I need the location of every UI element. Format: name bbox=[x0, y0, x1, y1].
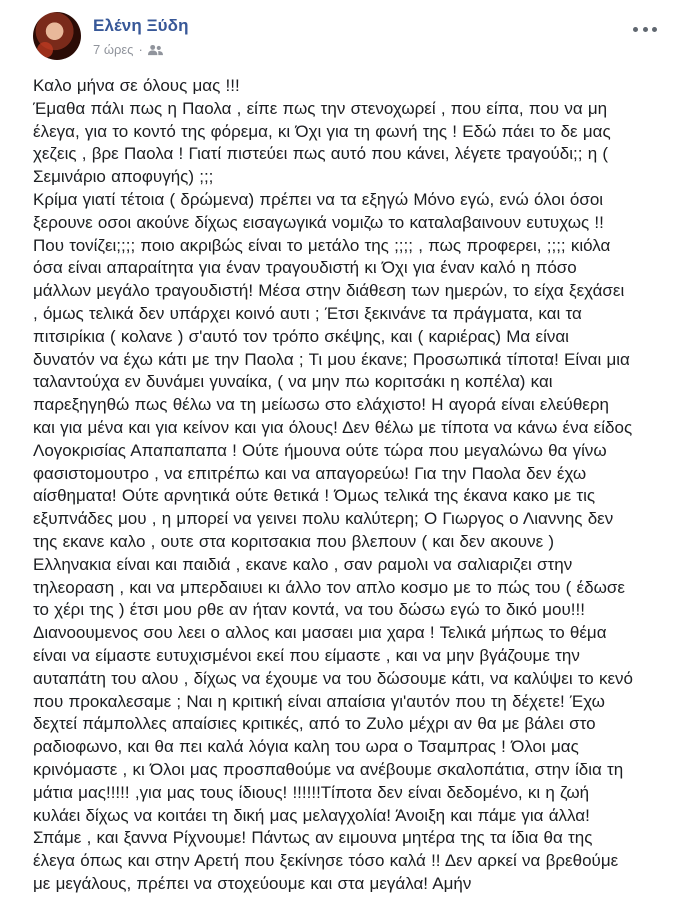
post-meta bbox=[93, 42, 163, 57]
post-body bbox=[33, 75, 663, 896]
post-text-line: φασιστομουτρο , να επιτρέπω και να απαγορεύω! Για την Παολα δεν έχω bbox=[33, 463, 587, 483]
post-text-line: είναι να είμαστε ευτυχισμένοι εκεί που είμαστε , και να μην βγάζουμε την bbox=[33, 645, 580, 665]
post-timestamp[interactable]: 7 ώρες bbox=[93, 42, 134, 57]
post-text-line: που προκαλεσαμε ; Ναι η κριτική είναι απαίσια γι'αυτόν που τη δέχετε! Έχω bbox=[33, 691, 605, 711]
post-text-line: πιτσιρίκια ( κολανε ) σ'αυτό τον τρόπο σκέψης, και ( καριέρας) Μα είναι bbox=[33, 326, 569, 346]
post-text-line: Που τονίζει;;;; ποιο ακριβώς είναι το μετάλο της ;;;; , πως προφερει, ;;;; κιόλα bbox=[33, 235, 611, 255]
post-text-line: αυταπάτη του αλου , δίχως να έχουμε να του δώσουμε κάτι, να καλύψει το κενό bbox=[33, 668, 633, 688]
post-text-line: της εκανε καλο , ουτε στα κοριτσακια που βλεπουν ( και δεν ακουνε ) bbox=[33, 531, 555, 551]
post-text-line: έλεγα, για το κοντό της φόρεμα, κι Όχι για τη φωνή της ! Εδώ πάει το δε μας bbox=[33, 121, 611, 141]
post-text-line: ταλαντούχα εν δυνάμει γυναίκα, ( να μην πω κοριτσάκι η κοπέλα) και bbox=[33, 372, 553, 392]
post-text-line: Καλο μήνα σε όλους μας !!! bbox=[33, 76, 240, 95]
post-text-line: αίσθηματα! Ούτε αρνητικά ούτε θετικά ! Όμως τελικά της έκανα κακο με τις bbox=[33, 486, 596, 506]
more-options-icon[interactable] bbox=[633, 24, 657, 34]
post-text-line: εξυπνάδες μου , η μπορεί να γεινει πολυ καλύτερη; Ο Γιωργος ο Λιαννης δεν bbox=[33, 509, 614, 529]
post-text-line: παρεξηγηθώ πως θέλω να τη μείωσω στο ελάχιστο! Η αγορά είναι ελεύθερη bbox=[33, 395, 610, 415]
post-text-line: όσα είναι απαραίτητα για έναν τραγουδιστή κι Όχι για έναν καλό η πόσο bbox=[33, 258, 577, 278]
post-text-line: ξερουνε οσοι ακούνε δίχως εισαγωγικά νομιζω το καταλαβαινουν ευτυχως !! bbox=[33, 212, 604, 232]
post-text-line: δυνατόν να έχω κάτι με την Παολα ; Τι μου έκανε; Προσωπικά τίποτα! Είναι μια bbox=[33, 349, 630, 369]
friends-icon[interactable] bbox=[148, 44, 163, 56]
post-text-line: ραδιοφωνο, και θα πει καλά λόγια καλη του ωρα ο Τσαμπρας ! Όλοι μας bbox=[33, 737, 579, 757]
post-text-line: κυλάει δίχως να κοιτάει τη δική μας μελαγχολία! Άνοιξη και πάμε για άλλα! bbox=[33, 805, 590, 825]
post-text-line: τηλεοραση , και να μπερδαιυει κι άλλο τον απλο κοσμο με το πώς του ( έδωσε bbox=[33, 577, 625, 597]
author-name[interactable]: Ελένη Ξύδη bbox=[93, 16, 189, 35]
post-text-line: Σεμινάριο αποφυγής) ;;; bbox=[33, 167, 214, 187]
post-text-line: , όμως τελικά δεν υπάρχει κοινό αυτι ; Έτσι ξεκινάνε τα πράγματα, και τα bbox=[33, 303, 582, 323]
post-text-line: κρινόμαστε , κι Όλοι μας προσπαθούμε να ανέβουμε σκαλοπάτια, στην ίδια τη bbox=[33, 759, 624, 779]
meta-separator: · bbox=[138, 42, 143, 57]
post-text-line: Λογοκρισίας Απαπαπαπα ! Ούτε ήμουνα ούτε τώρα που μεγαλώνω θα γίνω bbox=[33, 440, 607, 460]
author-avatar[interactable] bbox=[33, 12, 81, 60]
post-text-line: Κρίμα γιατί τέτοια ( δρώμενα) πρέπει να τα εξηγώ Μόνο εγώ, ενώ όλοι όσοι bbox=[33, 189, 604, 209]
post-text-line: χεζεις , βρε Παολα ! Γιατί πιστεύει πως αυτό που κάνει, λέγετε τραγούδι;; η ( bbox=[33, 144, 609, 164]
post-text-line: με μεγάλους, πρέπει να στοχεύουμε και στα μεγάλα! Αμήν bbox=[33, 873, 472, 893]
post-text-line: μάτια μας!!!!! ,για μας τους ίδιους! !!!!!!Τίποτα δεν είναι δεδομένο, κι η ζωή bbox=[33, 782, 590, 802]
post-text-line: μάλλων μεγάλο τραγουδιστή! Μέσα στην διάθεση των ημερών, το είχα ξεχάσει bbox=[33, 281, 625, 301]
post-text-line: Διανοουμενος σου λεει ο αλλος και μασαει μια χαρα ! Τελικά μήπως το θέμα bbox=[33, 623, 607, 643]
post-text-line: δεχτεί πάμπολλες απαίσιες κριτικές, από το Ζυλο μέχρι αν θα με βάλει στο bbox=[33, 714, 596, 734]
post-text-line: έλεγα όπως και στην Αρετή που ξεκίνησε τόσο καλά !! Δεν αρκεί να βρεθούμε bbox=[33, 851, 619, 871]
post-text-line: Έμαθα πάλι πως η Παολα , είπε πως την στενοχωρεί , που είπα, που να μη bbox=[33, 98, 608, 118]
post-text-line: Σπάμε , και ξαννα Ρίχνουμε! Πάντως αν ειμουνα μητέρα της τα ίδια θα της bbox=[33, 828, 593, 848]
post-text-line: και για μένα και για κείνον και για όλους! Δεν θέλω με τίποτα να κάνω ένα είδος bbox=[33, 417, 633, 437]
post-text-line: Ελληνακια είναι και παιδιά , εκανε καλο , σαν ραμολι να σαλιαριζει στην bbox=[33, 554, 573, 574]
post-text-line: το χέρι της ) έτσι μου ρθε αν ήταν κοντά, να του δώσω εγώ το δικό μου!!! bbox=[33, 600, 585, 620]
post-header bbox=[33, 12, 677, 62]
